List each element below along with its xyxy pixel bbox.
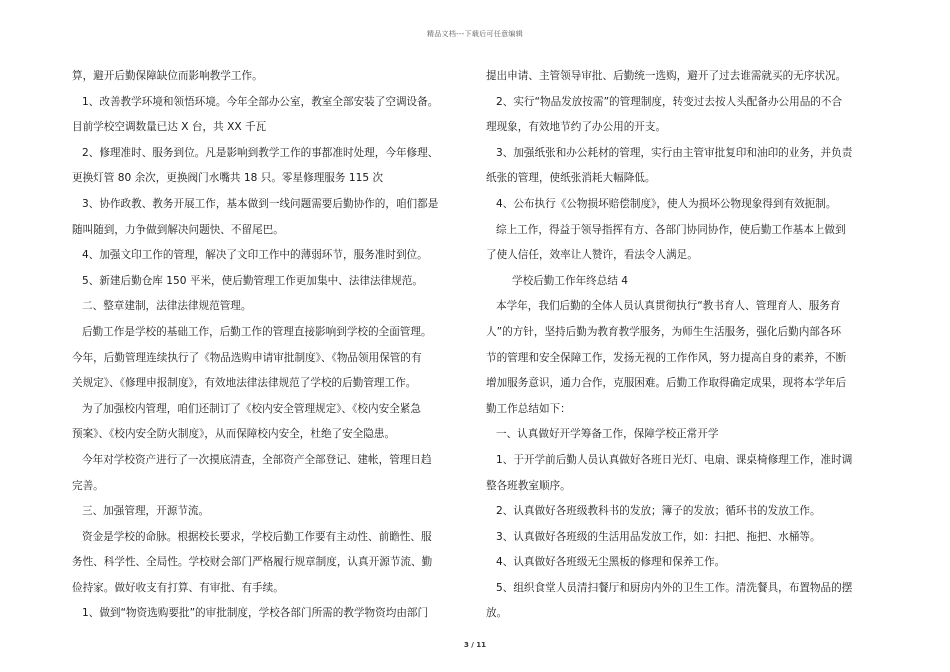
text-line: 人”的方针，坚持后勤为教育教学服务，为师生生活服务，强化后勤内部各环 xyxy=(486,325,842,338)
text-line: 3、认真做好各班级的生活用品发放工作，如：扫把、拖把、水桶等。 xyxy=(496,530,821,543)
text-line: 算，避开后勤保障缺位而影响教学工作。 xyxy=(72,70,263,82)
text-line: 务性、科学性、全局性。学校财会部门严格履行规章制度，认真开源节流、勤 xyxy=(72,556,433,569)
text-line: 今年，后勤管理连续执行了《物品选购申请审批制度》、《物品领用保管的有 xyxy=(72,351,422,364)
text-line: 增加服务意识，通力合作，克服困难。后勤工作取得确定成果，现将本学年后 xyxy=(486,377,847,390)
text-line: 1、改善教学环境和领悟环境。今年全部办公室，教室全部安装了空调设备。 xyxy=(82,95,439,108)
text-line: 3、加强纸张和办公耗材的管理，实行由主管审批复印和油印的业务，并负责 xyxy=(496,146,853,159)
text-line: 提出申请、主管领导审批、后勤统一选购，避开了过去谁需就买的无序状况。 xyxy=(486,70,847,82)
text-line: 2、修理准时、服务到位。凡是影响到教学工作的事都准时处理，今年修理、 xyxy=(82,146,439,159)
page-number: 3 / 11 xyxy=(463,641,487,649)
text-line: 本学年，我们后勤的全体人员认真贯彻执行“教书育人、管理育人、服务育 xyxy=(496,300,841,313)
left-text-column xyxy=(72,64,464,627)
text-line: 后勤工作是学校的基础工作，后勤工作的管理直接影响到学校的全面管理。 xyxy=(82,325,432,338)
text-line: 2、认真做好各班级教科书的发放；簿子的发放；循环书的发放工作。 xyxy=(496,505,821,518)
text-line: 节的管理和安全保障工作，发扬无视的工作作风，努力提高自身的素养，不断 xyxy=(486,351,847,364)
text-line: 4、认真做好各班级无尘黑板的修理和保养工作。 xyxy=(496,556,726,569)
text-line: 2、实行“物品发放按需”的管理制度，转变过去按人头配备办公用品的不合 xyxy=(496,95,843,108)
text-line: 放。 xyxy=(486,607,508,620)
text-line: 4、公布执行《公物损坏赔偿制度》，使人为损坏公物现象得到有效扼制。 xyxy=(496,197,837,210)
text-line: 学校后勤工作年终总结 4 xyxy=(512,274,629,287)
text-line: 随叫随到，力争做到解决问题快、不留尾巴。 xyxy=(72,223,284,236)
text-line: 关规定》、《修理申报制度》，有效地法律法律规范了学校的后勤管理工作。 xyxy=(72,377,417,390)
text-line: 1、做到“物资选购要批”的审批制度，学校各部门所需的教学物资均由部门 xyxy=(82,607,429,620)
text-line: 今年对学校资产进行了一次摸底清查，全部资产全部登记、建帐，管理日趋 xyxy=(82,453,432,466)
text-line: 俭持家。做好收支有打算、有审批、有手续。 xyxy=(72,581,284,594)
text-line: 5、组织食堂人员清扫餐厅和厨房内外的卫生工作。清洗餐具，布置物品的摆 xyxy=(496,581,853,594)
text-line: 一、认真做好开学筹备工作，保障学校正常开学 xyxy=(496,428,719,441)
text-line: 理现象，有效地节约了办公用的开支。 xyxy=(486,121,667,134)
text-line: 目前学校空调数量已达 X 台，共 XX 千瓦 xyxy=(72,121,267,134)
text-line: 更换灯管 80 余次，更换阀门水嘴共 18 只。零星修理服务 115 次 xyxy=(72,172,384,185)
text-line: 二、整章建制，法律法律规范管理。 xyxy=(82,300,252,313)
text-line: 勤工作总结如下： xyxy=(486,402,571,415)
right-text-column xyxy=(486,64,878,627)
page-header: 精品文档---下载后可任意编辑 xyxy=(426,30,524,38)
text-line: 完善。 xyxy=(72,479,104,492)
text-line: 为了加强校内管理，咱们还制订了《校内安全管理规定》、《校内安全紧急 xyxy=(82,402,421,415)
text-line: 资金是学校的命脉。根据校长要求，学校后勤工作要有主动性、前瞻性、服 xyxy=(82,530,432,543)
text-line: 纸张的管理，使纸张消耗大幅降低。 xyxy=(486,172,656,185)
text-line: 综上工作，得益于领导指挥有方、各部门协同协作，使后勤工作基本上做到 xyxy=(496,223,846,236)
text-line: 三、加强管理，开源节流。 xyxy=(82,505,210,518)
text-line: 1、于开学前后勤人员认真做好各班日光灯、电扇、课桌椅修理工作，准时调 xyxy=(496,453,853,466)
text-line: 4、加强文印工作的管理，解决了文印工作中的薄弱环节，服务准时到位。 xyxy=(82,249,428,262)
text-line: 3、协作政教、教务开展工作，基本做到一线问题需要后勤协作的，咱们都是 xyxy=(82,197,439,210)
text-line: 5、新建后勤仓库 150 平米，使后勤管理工作更加集中、法律法律规范。 xyxy=(82,274,423,287)
text-line: 整各班教室顺序。 xyxy=(486,479,571,492)
text-line: 了使人信任，效率让人赞许，看法令人满足。 xyxy=(486,249,698,262)
text-line: 预案》、《校内安全防火制度》，从而保障校内安全，杜绝了安全隐患。 xyxy=(72,428,396,441)
